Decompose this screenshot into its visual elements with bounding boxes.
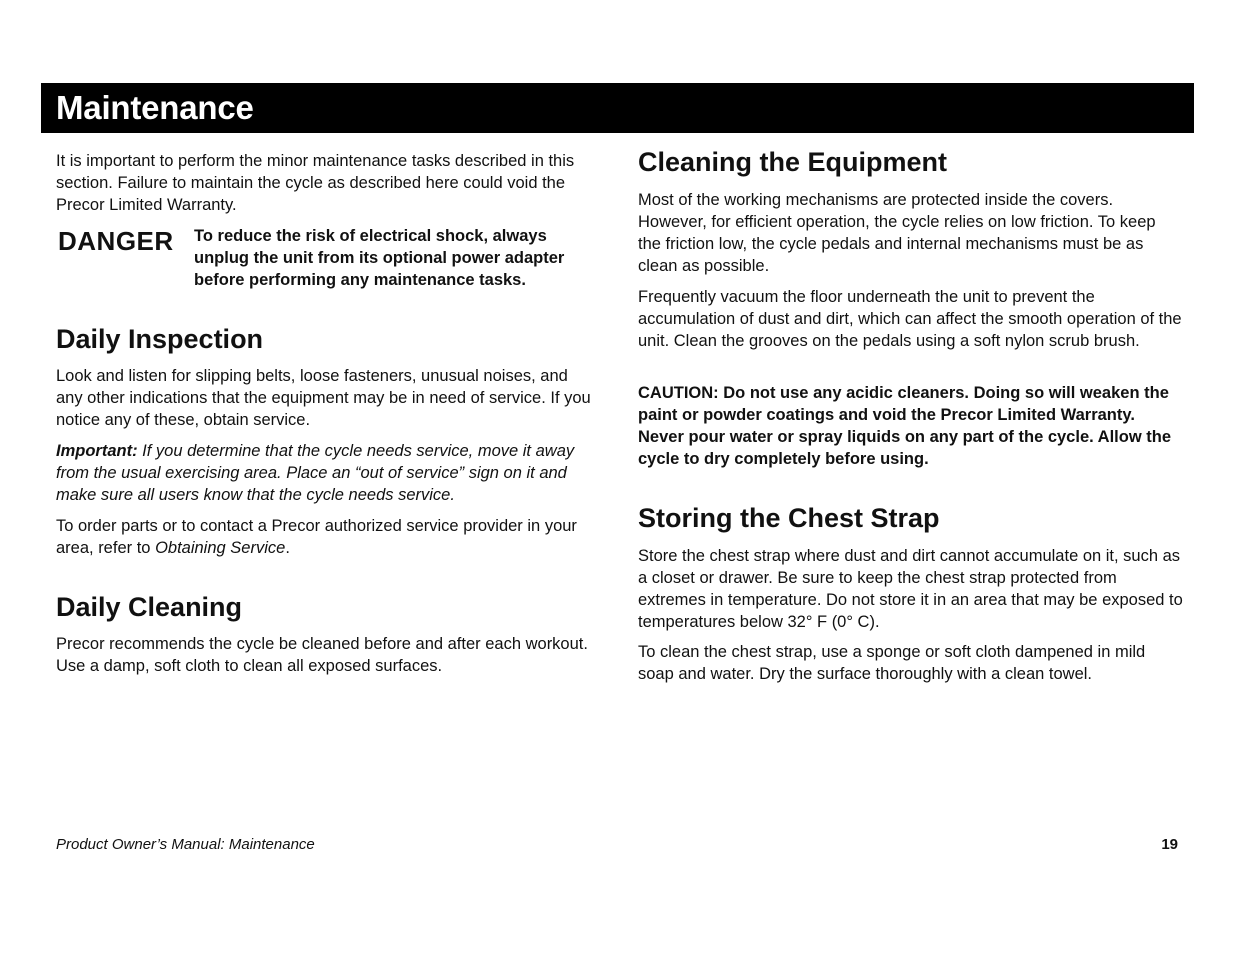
chest-strap-paragraph-2: To clean the chest strap, use a sponge or soft cloth dampened in mild soap and water. Dry the surface thoroughly with a clean towel. <box>638 643 1146 683</box>
caution-paragraph: CAUTION: Do not use any acidic cleaners. Doing so will weaken the paint or powder coatings and void the Precor Limited Warranty. Never pour water or spray liquids on any part of the cycle. Allow the cycle to dry completely before using. <box>638 384 1172 468</box>
order-parts-text: To order parts or to contact a Precor authorized service provider in your area, refer to <box>56 517 577 557</box>
important-label: Important: <box>56 442 138 460</box>
heading-cleaning-equipment: Cleaning the Equipment <box>638 147 948 177</box>
important-text: If you determine that the cycle needs service, move it away from the usual exercising area. Place an “out of service” sign on it and make sure all users know that the cycle needs service. <box>56 442 575 504</box>
danger-notice <box>56 226 596 296</box>
danger-label: DANGER <box>58 226 174 256</box>
cleaning-paragraph-1: Most of the working mechanisms are protected inside the covers. However, for efficient operation, the cycle relies on low friction. To keep the friction low, the cycle pedals and internal mechanisms must be as clean as possible. <box>638 191 1156 275</box>
heading-daily-inspection: Daily Inspection <box>56 324 264 354</box>
intro-paragraph: It is important to perform the minor maintenance tasks described in this section. Failure to maintain the cycle as described here could void the Precor Limited Warranty. <box>56 152 575 214</box>
heading-daily-cleaning: Daily Cleaning <box>56 592 243 622</box>
order-parts-suffix: . <box>285 539 290 557</box>
page-number: 19 <box>1161 836 1178 853</box>
danger-text: To reduce the risk of electrical shock, always unplug the unit from its optional power adapter before performing any maintenance tasks. <box>194 227 565 289</box>
title-bar <box>41 83 1194 133</box>
chest-strap-paragraph-1: Store the chest strap where dust and dirt cannot accumulate on it, such as a closet or drawer. Be sure to keep the chest strap protected from extremes in temperature. Do not store it in an area that may be exposed to temperatures below 32° F (0° C). <box>638 547 1183 631</box>
page-title: Maintenance <box>56 89 254 126</box>
inspection-paragraph: Look and listen for slipping belts, loose fasteners, unusual noises, and any other indications that the equipment may be in need of service. If you notice any of these, obtain service. <box>56 367 591 429</box>
important-paragraph <box>56 440 596 506</box>
order-parts-paragraph <box>56 515 596 559</box>
daily-cleaning-paragraph: Precor recommends the cycle be cleaned before and after each workout. Use a damp, soft cloth to clean all exposed surfaces. <box>56 635 588 675</box>
cleaning-paragraph-2: Frequently vacuum the floor underneath the unit to prevent the accumulation of dust and dirt, which can affect the smooth operation of the unit. Clean the grooves on the pedals using a soft nylon scrub brush. <box>638 288 1182 350</box>
obtaining-service-ref: Obtaining Service <box>155 539 286 557</box>
heading-storing-chest-strap: Storing the Chest Strap <box>638 503 940 533</box>
footer-manual-title: Product Owner’s Manual: Maintenance <box>56 836 315 853</box>
